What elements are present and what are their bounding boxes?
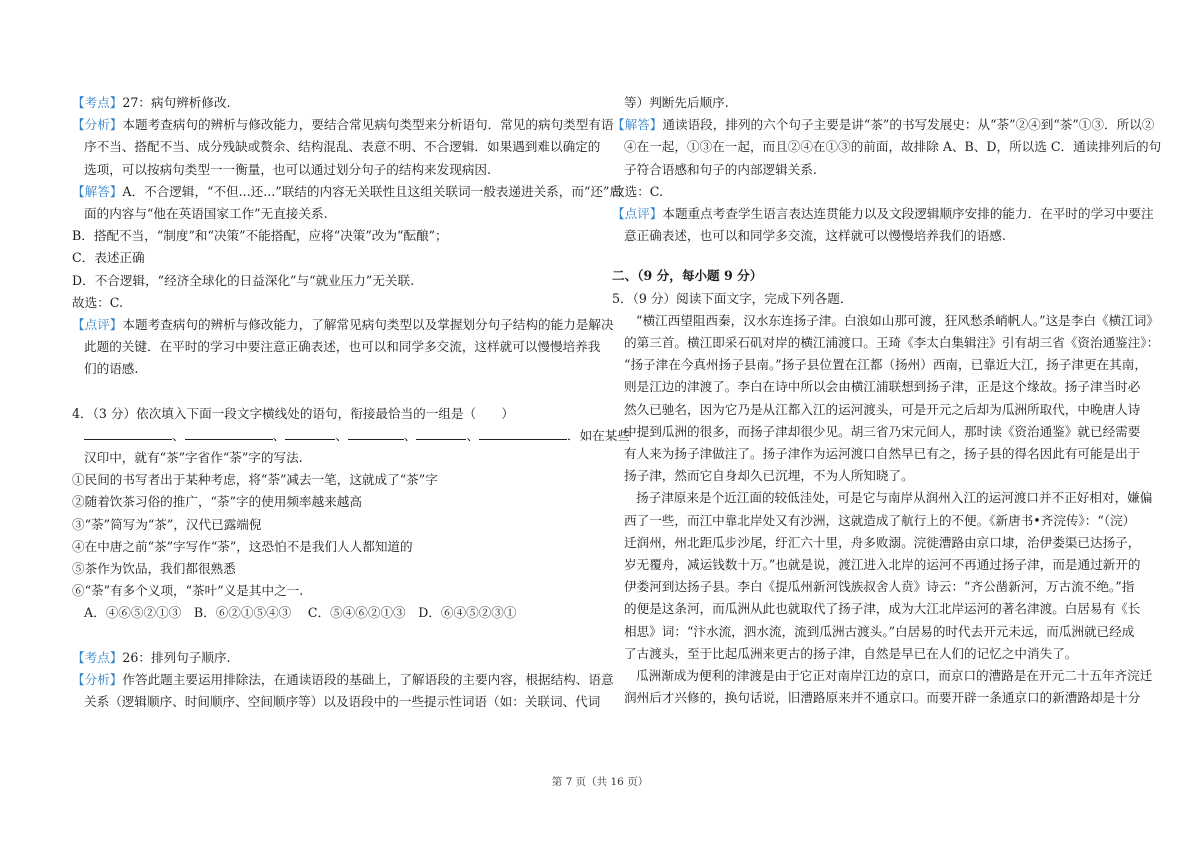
kaodian-text: 27：病句辨析修改. [122, 95, 231, 110]
blank-tail-text: ．如在某些 [566, 427, 630, 443]
blank-1 [84, 427, 172, 440]
sentence-1: ①民间的书写者出于某种考虑，将“荼”减去一笔，这就成了“茶”字 [72, 472, 438, 488]
dianping-cont-2: 们的语感. [84, 361, 139, 377]
jieda-cont: 面的内容与“他在英语国家工作”无直接关系. [84, 206, 328, 222]
option-b-explain: B．搭配不当，“制度”和“决策”不能搭配，应将“决策”改为“酝酿”； [72, 228, 448, 244]
passage-line-16: 了古渡头，至于比起瓜洲来更古的扬子津，自然是早已在人们的记忆之中消失了。 [624, 645, 1078, 661]
sentence-4: ④在中唐之前“茶”字写作“荼”，这恐怕不是我们人人都知道的 [72, 538, 413, 554]
passage-line-18: 润州后才兴修的，换句话说，旧漕路原来并不通京口。而要开辟一条通京口的新漕路却是十分 [624, 690, 1141, 706]
sentence-5: ⑤茶作为饮品，我们都很熟悉 [72, 561, 236, 577]
passage-line-13: 伊娄河到达扬子县。李白《提瓜州新河饯族叔舍人贲》诗云：“齐公凿新河，万古流不绝。”指 [624, 579, 1135, 595]
blank-2 [185, 427, 273, 440]
dianping-2-line [612, 203, 1154, 225]
answer-2-line: 故选：C. [612, 183, 663, 199]
blank-6 [479, 427, 567, 440]
dianping-text: 本题重点考查学生语言表达连贯能力以及文段逻辑顺序安排的能力．在平时的学习中要注 [662, 206, 1154, 222]
passage-line-3: “扬子津在今真州扬子县南。”扬子县位置在江都（扬州）西南，已靠近大江，扬子津更在其南， [624, 357, 1147, 373]
section-2-heading: 二、（9 分，每小题 9 分） [612, 268, 763, 284]
spacer [72, 625, 592, 647]
passage-line-7: 有人来为扬子津做注了。扬子津作为运河渡口自然早已有之，扬子县的得名因此有可能是出于 [624, 446, 1141, 462]
question-4-blanks: 、 、 、 、 、 ．如在某些 [72, 425, 592, 447]
sentence-3: ③“荼”简写为“茶”，汉代已露端倪 [72, 516, 262, 532]
question-4-cont: 汉印中，就有“茶”字省作“荼”字的写法. [84, 450, 303, 466]
right-column [612, 92, 1162, 709]
jieda-2-line [612, 114, 1155, 136]
fenxi-2-cont-2: 等）判断先后顺序. [624, 95, 729, 110]
dianping-text: 本题考查病句的辨析与修改能力，了解常见病句类型以及掌握划分句子结构的能力是解决 [122, 317, 614, 333]
passage-line-12: 岁无覆舟，减运钱数十万。”也就是说，渡江进入北岸的运河不再通过扬子津，而是通过新开的 [624, 557, 1141, 573]
question-4-stem: 4．（3 分）依次填入下面一段文字横线处的语句，衔接最恰当的一组是（ ） [72, 405, 514, 421]
fenxi-cont-2: 选项，可以按病句类型一一衡量，也可以通过划分句子的结构来发现病因. [84, 161, 492, 177]
dianping-2-cont: 意正确表述，也可以和同学多交流，这样就可以慢慢培养我们的语感. [624, 228, 1006, 244]
passage-line-8: 扬子津，然而它自身却久已沉埋，不为人所知晓了。 [624, 468, 914, 484]
fenxi-2-line [72, 669, 614, 691]
sentence-2: ②随着饮茶习俗的推广，“荼”字的使用频率越来越高 [72, 494, 362, 510]
dianping-tag: 【点评】 [72, 317, 123, 333]
answer-line: 故选：C. [72, 294, 123, 310]
dianping-tag: 【点评】 [612, 206, 663, 222]
blank-3 [285, 427, 335, 440]
dianping-cont-1: 此题的关键．在平时的学习中要注意正确表述，也可以和同学多交流，这样就可以慢慢培养我 [84, 339, 601, 355]
fenxi-2-cont: 关系（逻辑顺序、时间顺序、空间顺序等）以及语段中的一些提示性词语（如：关联词、代词 [84, 694, 601, 710]
jieda-text: A．不合逻辑，“不但...还...”联结的内容无关联性且这组关联词一般表递进关系，而“还”后 [122, 183, 623, 199]
spacer [612, 247, 1132, 265]
jieda-line [72, 181, 623, 203]
jieda-tag: 【解答】 [72, 183, 123, 199]
kaodian-tag: 【考点】 [72, 95, 123, 110]
left-column [72, 92, 630, 713]
jieda-2-cont-2: 子符合语感和句子的内部逻辑关系. [624, 161, 817, 177]
passage-line-1: “横江西望阻西秦，汉水东连扬子津。白浪如山那可渡，狂风愁杀峭帆人。”这是李白《横江词》 [636, 312, 1159, 328]
passage-line-10: 西了一些，而江中靠北岸处又有沙洲，这就造成了航行上的不便。《新唐书•齐浣传》：“（浣） [624, 512, 1136, 528]
passage-line-11: 迁润州，州北距瓜步沙尾，纡汇六十里，舟多败溺。浣徙漕路由京口埭，治伊娄渠已达扬子， [624, 534, 1141, 550]
jieda-tag: 【解答】 [612, 117, 663, 133]
option-c-explain: C．表述正确 [72, 250, 145, 266]
kaodian-text: 26：排列句子顺序. [122, 649, 231, 665]
passage-line-5: 然久已驰名，因为它乃是从江都入江的运河渡头，可是开元之后却为瓜洲所取代，中晚唐人诗 [624, 401, 1141, 417]
option-d-explain: D．不合逻辑，“经济全球化的日益深化”与“就业压力”无关联. [72, 272, 415, 288]
fenxi-text: 本题考查病句的辨析与修改能力，要结合常见病句类型来分析语句．常见的病句类型有语 [122, 117, 614, 133]
question-5-stem: 5．（9 分）阅读下面文字，完成下列各题． [612, 290, 853, 306]
passage-line-15: 相思》词：“汴水流，泗水流，流到瓜洲古渡头。”白居易的时代去开元未远，而瓜洲就已经成 [624, 623, 1135, 639]
passage-line-4: 则是江边的津渡了。李白在诗中所以会由横江浦联想到扬子津，正是这个缘故。扬子津当时必 [624, 379, 1141, 395]
page-footer: 第 7 页（共 16 页） [551, 776, 649, 788]
passage-line-14: 的便是这条河，而瓜洲从此也就取代了扬子津，成为大江北岸运河的著名津渡。白居易有《长 [624, 601, 1141, 617]
passage-line-6: 中提到瓜洲的很多，而扬子津却很少见。胡三省乃宋元间人，那时读《资治通鉴》就已经需要 [624, 423, 1141, 439]
fenxi-text: 作答此题主要运用排除法，在通读语段的基础上，了解语段的主要内容，根据结构、语意 [122, 671, 614, 687]
kaodian-26-line [72, 647, 592, 669]
passage-line-2: 的第三首。横江即采石矶对岸的横江浦渡口。王琦《李太白集辑注》引有胡三省《资治通鉴注》： [624, 335, 1160, 351]
jieda-2-cont-1: ④在一起，①③在一起，而且②④在①③的前面，故排除 A、B、D，所以选 C．通读排列后的句 [624, 139, 1162, 155]
blank-5 [416, 427, 466, 440]
kaodian-27-line [72, 92, 592, 114]
blank-4 [348, 427, 404, 440]
question-4-options: A．④⑥⑤②①③ B．⑥②①⑤④③ C．⑤④⑥②①③ D．⑥④⑤②③① [84, 605, 517, 621]
fenxi-line [72, 114, 614, 136]
spacer [72, 381, 592, 403]
passage-line-17: 瓜洲渐成为便利的津渡是由于它正对南岸江边的京口，而京口的漕路是在开元二十五年齐浣迁 [636, 668, 1153, 684]
passage-line-9: 扬子津原来是个近江面的较低洼处，可是它与南岸从润州入江的运河渡口并不正好相对，嫌偏 [636, 490, 1153, 506]
kaodian-tag: 【考点】 [72, 649, 123, 665]
dianping-line [72, 314, 614, 336]
jieda-text: 通读语段，排列的六个句子主要是讲“茶”的书写发展史：从“荼”②④到“茶”①③．所以② [662, 117, 1155, 133]
fenxi-cont-1: 序不当、搭配不当、成分残缺或赘余、结构混乱、表意不明、不合逻辑．如果遇到难以确定的 [84, 139, 601, 155]
fenxi-tag: 【分析】 [72, 671, 123, 687]
sentence-6: ⑥“荼”有多个义项，“茶叶”义是其中之一. [72, 583, 304, 599]
fenxi-tag: 【分析】 [72, 117, 123, 133]
